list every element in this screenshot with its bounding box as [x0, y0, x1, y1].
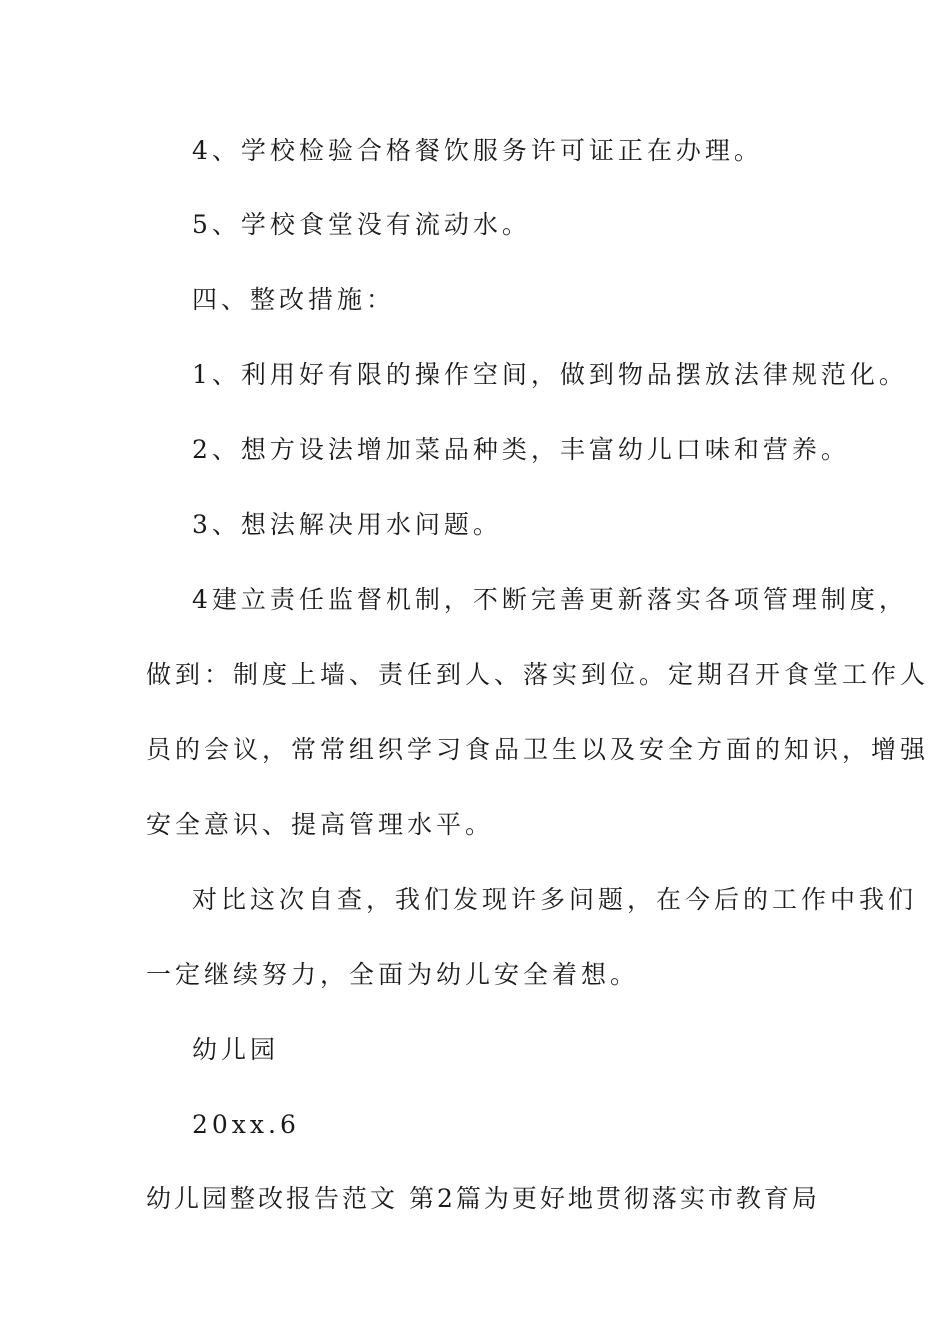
paragraph-item-4: 4、学校检验合格餐饮服务许可证正在办理。 [192, 136, 763, 165]
section-heading-measures: 四、整改措施： [192, 285, 396, 314]
paragraph-item-5: 5、学校食堂没有流动水。 [192, 210, 531, 239]
conclusion-line-2: 一定继续努力，全面为幼儿安全着想。 [146, 960, 640, 989]
next-section-title: 幼儿园整改报告范文 第2篇 [146, 1184, 484, 1213]
signature-date: 20xx.6 [192, 1110, 300, 1139]
measure-item-4-line-4: 安全意识、提高管理水平。 [146, 810, 495, 839]
measure-item-4-line-3: 员的会议，常常组织学习食品卫生以及安全方面的知识，增强 [146, 735, 930, 764]
measure-item-2: 2、想方设法增加菜品种类，丰富幼儿口味和营养。 [192, 435, 850, 464]
conclusion-line-1: 对比这次自查，我们发现许多问题，在今后的工作中我们 [192, 885, 918, 914]
next-section-line [146, 1184, 820, 1213]
measure-item-1: 1、利用好有限的操作空间，做到物品摆放法律规范化。 [192, 360, 908, 389]
signature-org: 幼儿园 [192, 1035, 280, 1064]
measure-item-4-line-2: 做到：制度上墙、责任到人、落实到位。定期召开食堂工作人 [146, 660, 930, 689]
measure-item-4-line-1: 4建立责任监督机制，不断完善更新落实各项管理制度， [192, 585, 908, 614]
measure-item-3: 3、想法解决用水问题。 [192, 510, 502, 539]
next-section-text: 为更好地贯彻落实市教育局 [483, 1184, 820, 1213]
